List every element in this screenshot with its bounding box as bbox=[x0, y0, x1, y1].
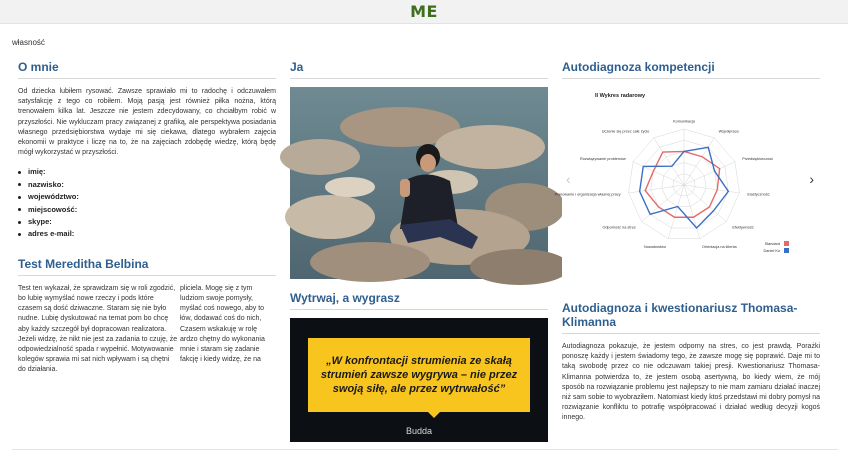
radar-axis-line bbox=[684, 185, 739, 193]
belbin-text-left: Test ten wykazał, że sprawdzam się w roli zgodzić, bo lubię wymyślać nowe rzeczy i pods które czasem są dość dziwaczne. Staram się nie było nudne. Lubię dyskutować na temat pom bo chcę aby każdy szczegół był dopracowan realizatora. Jeżeli widzę, że nikt nie jest za zadania to czuję, że odpowiedzialność spada r wypełnić. Motywowanie kolegów sprawia mi sat nich wpływam i są chętni do działania. bbox=[18, 284, 178, 374]
field-first-name: imię: bbox=[18, 166, 276, 178]
personal-info-list bbox=[18, 166, 276, 240]
quote-author: Budda bbox=[405, 426, 433, 436]
right-column bbox=[554, 60, 820, 424]
site-logo[interactable]: ME bbox=[410, 2, 438, 21]
radar-axis-label: Efektywność bbox=[732, 225, 754, 230]
about-text: Od dziecka lubiłem rysować. Zawsze sprawiało mi to radochę i odczuwałem satysfakcję z tego co robiłem. Moją pasją jest również piłka nożna, którą trenowałem kilka lat. Jeszcze nie jestem zdecydowany, co chciałbym robić w przyszłości. Nie wykluczam pracy związanej z grafiką, ale perspektywa posiadania własnego przedsiębiorstwa wydaje mi się ciekawa, dlatego wybrałem zajęcia ekonomii w praktyce i liczę na to, że na zajęciach zdobędę wiedzę, którą będę mógł wykorzystać w przyszłości. bbox=[18, 88, 276, 157]
radar-axis-label: Komunikacja bbox=[673, 119, 695, 124]
competence-title: Autodiagnoza kompetencji bbox=[562, 60, 820, 79]
field-city: miejscowość: bbox=[18, 204, 276, 216]
radar-axis-line bbox=[629, 185, 684, 193]
breadcrumb: własność bbox=[12, 38, 45, 47]
quote-section-title: Wytrwaj, a wygrasz bbox=[290, 291, 548, 310]
about-column bbox=[18, 60, 276, 384]
radar-chart-title: II Wykres radarowy bbox=[595, 93, 646, 99]
legend-swatch bbox=[784, 241, 789, 246]
radar-chart bbox=[554, 87, 820, 277]
carousel-prev-icon[interactable]: ‹ bbox=[566, 171, 571, 187]
quote-image bbox=[290, 318, 548, 442]
profile-photo bbox=[290, 87, 548, 279]
field-last-name: nazwisko: bbox=[18, 179, 276, 191]
field-voivodeship: województwo: bbox=[18, 191, 276, 203]
legend-label: Standard bbox=[764, 242, 780, 246]
quote-bubble bbox=[308, 338, 530, 412]
thomas-text: Autodiagnoza pokazuje, że jestem odporny na stres, co jest prawdą. Porażki ponoszę każdy i jestem świadomy tego, że zawsze mogę się poprawić. Daje mi to taką swobodę przez co nie odczuwam takiej presji. Kwestionariusz Thomasa-Klimanna potwierdza to, że jestem osobą asertywną, bo kiedy wiem, że mój sposób na rozwiązanie problemu jest najlepszy to nie mam zamiaru działać inaczej niż sam sobie to wyobraziłem. Natomiast kiedy ktoś przedstawi mi dobry pomysł na rozwiązanie konfliktu to potrafię współpracować i działać według decyzji kogoś innego. bbox=[562, 343, 820, 422]
legend-label: Daniel Ku bbox=[763, 249, 780, 253]
about-title: O mnie bbox=[18, 60, 276, 79]
thomas-title: Autodiagnoza i kwestionariusz Thomasa-Klimanna bbox=[562, 301, 820, 334]
radar-axis-label: Nowatorstwo bbox=[644, 244, 666, 249]
top-bar bbox=[0, 0, 848, 24]
radar-axis-label: Rozwiązywanie problemów bbox=[579, 156, 626, 161]
middle-column bbox=[290, 60, 548, 442]
radar-axis-label: Orientacja na klienta bbox=[702, 244, 737, 249]
carousel-next-icon[interactable]: › bbox=[809, 171, 814, 187]
field-skype: skype: bbox=[18, 216, 276, 228]
rocky-lake-photo bbox=[290, 87, 548, 279]
radar-axis-label: Przedsiębiorczość bbox=[742, 156, 774, 161]
radar-axis-line bbox=[684, 185, 700, 239]
radar-axis-label: Współpraca bbox=[718, 129, 739, 134]
photo-section-title: Ja bbox=[290, 60, 548, 79]
belbin-title: Test Mereditha Belbina bbox=[18, 257, 276, 276]
radar-axis-label: Odporność na stres bbox=[602, 225, 636, 230]
belbin-text-right: pliciela. Mogę się z tym ludziom swoje pomysły, myślać coś nowego, aby to łów, dodawać coś do nich, Czasem wskakuję w rolę ardzo chętny do wykonania mnie i staram się zadanie fakcję i kiedy widzę, że na bbox=[180, 284, 265, 364]
footer-divider bbox=[12, 449, 838, 450]
radar-axis-label: Elastyczność bbox=[747, 192, 770, 197]
radar-axis-label: Uczenie się przez całe życie bbox=[601, 129, 650, 134]
field-email: adres e-mail: bbox=[18, 228, 276, 240]
legend-swatch bbox=[784, 248, 789, 253]
quote-text: „W konfrontacji strumienia ze skałą strumień zawsze wygrywa – nie przez swoją siłę, ale przez wytrwałość” bbox=[320, 355, 518, 395]
competence-carousel bbox=[554, 87, 820, 277]
belbin-text-block bbox=[18, 284, 276, 384]
radar-axis-label: Planowanie i organizacja własnej pracy bbox=[554, 192, 621, 197]
